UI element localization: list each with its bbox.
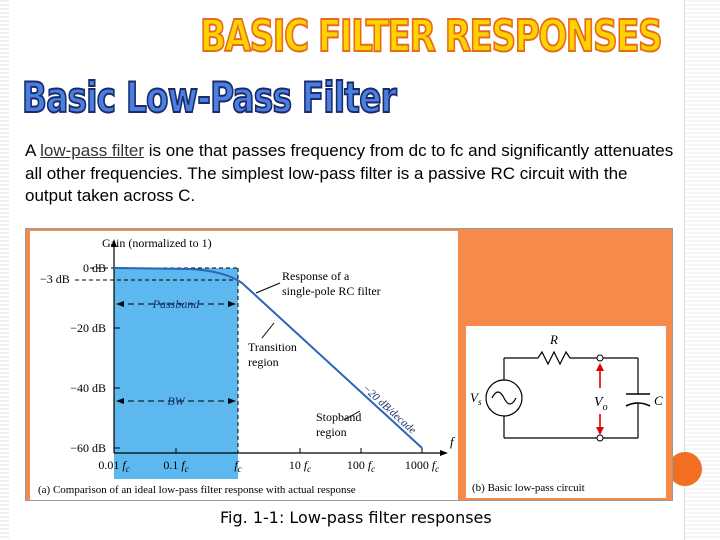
response-label-line2: single-pole RC filter (282, 284, 381, 298)
c-label: C (654, 393, 663, 408)
vo-arrow-down-head (596, 427, 604, 435)
transition-label-line2: region (248, 355, 279, 369)
x-tick-value: 0.1 (163, 458, 182, 472)
response-label-line1: Response of a (282, 269, 350, 283)
figure-image (25, 228, 673, 501)
r-label: R (550, 332, 558, 347)
output-terminal-bottom (597, 435, 603, 441)
transition-pointer (262, 323, 274, 338)
orange-dot-decoration (668, 452, 702, 486)
left-border-decoration (0, 0, 9, 540)
resistor (538, 352, 570, 364)
fc-symbol: f (122, 458, 126, 472)
fc-subscript: c (371, 464, 376, 474)
transition-label-line1: Transition (248, 340, 297, 354)
x-tick-value: 0.01 (98, 458, 123, 472)
frequency-response-graph (30, 231, 458, 500)
vs-subscript: s (477, 397, 482, 407)
slide-title: BASIC FILTER RESPONSES (200, 11, 662, 62)
x-tick-label-10 (289, 458, 311, 474)
fc-subscript: c (237, 464, 242, 474)
body-paragraph (25, 140, 675, 208)
y-tick-label-60: −60 dB (70, 441, 106, 455)
fc-subscript: c (125, 464, 130, 474)
vo-arrow-up-head (596, 363, 604, 371)
circuit-svg (466, 326, 666, 498)
x-axis-title: f (450, 434, 454, 449)
fc-symbol: f (303, 458, 308, 472)
stopband-label-line2: region (316, 425, 347, 439)
stopband-label-line1: Stopband (316, 410, 362, 424)
y-tick-label-0: 0 dB (82, 261, 106, 275)
vo-label (594, 395, 608, 413)
response-pointer (256, 283, 280, 293)
vs-symbol: V (470, 390, 478, 405)
paragraph-text: is one that passes frequency from dc to fc and significantly attenuates all other frequencies. The simplest low-pass filter is a passive RC circuit with the output taken across C. (25, 141, 674, 205)
passband-label: Passband (152, 297, 200, 311)
circuit-caption: (b) Basic low-pass circuit (472, 482, 585, 494)
fc-symbol: f (431, 458, 436, 472)
y-tick-label-20: −20 dB (70, 321, 106, 335)
x-tick-value: 1000 (404, 458, 432, 472)
x-tick-value: 100 (346, 458, 368, 472)
x-tick-value: 10 (288, 458, 304, 472)
x-tick-label-1000 (405, 458, 439, 474)
fc-symbol: f (181, 458, 185, 472)
x-axis-arrow (440, 450, 448, 456)
vs-label (470, 390, 482, 407)
vo-symbol: V (594, 395, 603, 410)
fc-subscript: c (307, 464, 312, 474)
low-pass-filter-link[interactable]: low-pass filter (40, 141, 145, 160)
fc-subscript: c (184, 464, 189, 474)
vo-subscript: o (602, 402, 608, 413)
figure-caption: Fig. 1-1: Low-pass filter responses (220, 508, 492, 527)
slope-label: −20 dB/decade (359, 382, 419, 437)
fc-symbol: f (234, 458, 238, 472)
paragraph-prefix: A (25, 141, 41, 160)
minus3db-label: −3 dB (40, 272, 70, 286)
graph-caption: (a) Comparison of an ideal low-pass filter response with actual response (38, 484, 356, 496)
graph-svg (30, 231, 458, 500)
y-tick-label-40: −40 dB (70, 381, 106, 395)
fc-symbol: f (367, 458, 372, 472)
output-terminal-top (597, 355, 603, 361)
x-tick-label-001 (98, 458, 129, 474)
fc-subscript: c (435, 464, 440, 474)
y-axis-title: Gain (normalized to 1) (102, 236, 212, 250)
x-tick-label-100 (347, 458, 375, 474)
bw-label: BW (167, 394, 185, 408)
slide-subtitle: Basic Low-Pass Filter (22, 73, 397, 122)
circuit-diagram (466, 326, 666, 498)
